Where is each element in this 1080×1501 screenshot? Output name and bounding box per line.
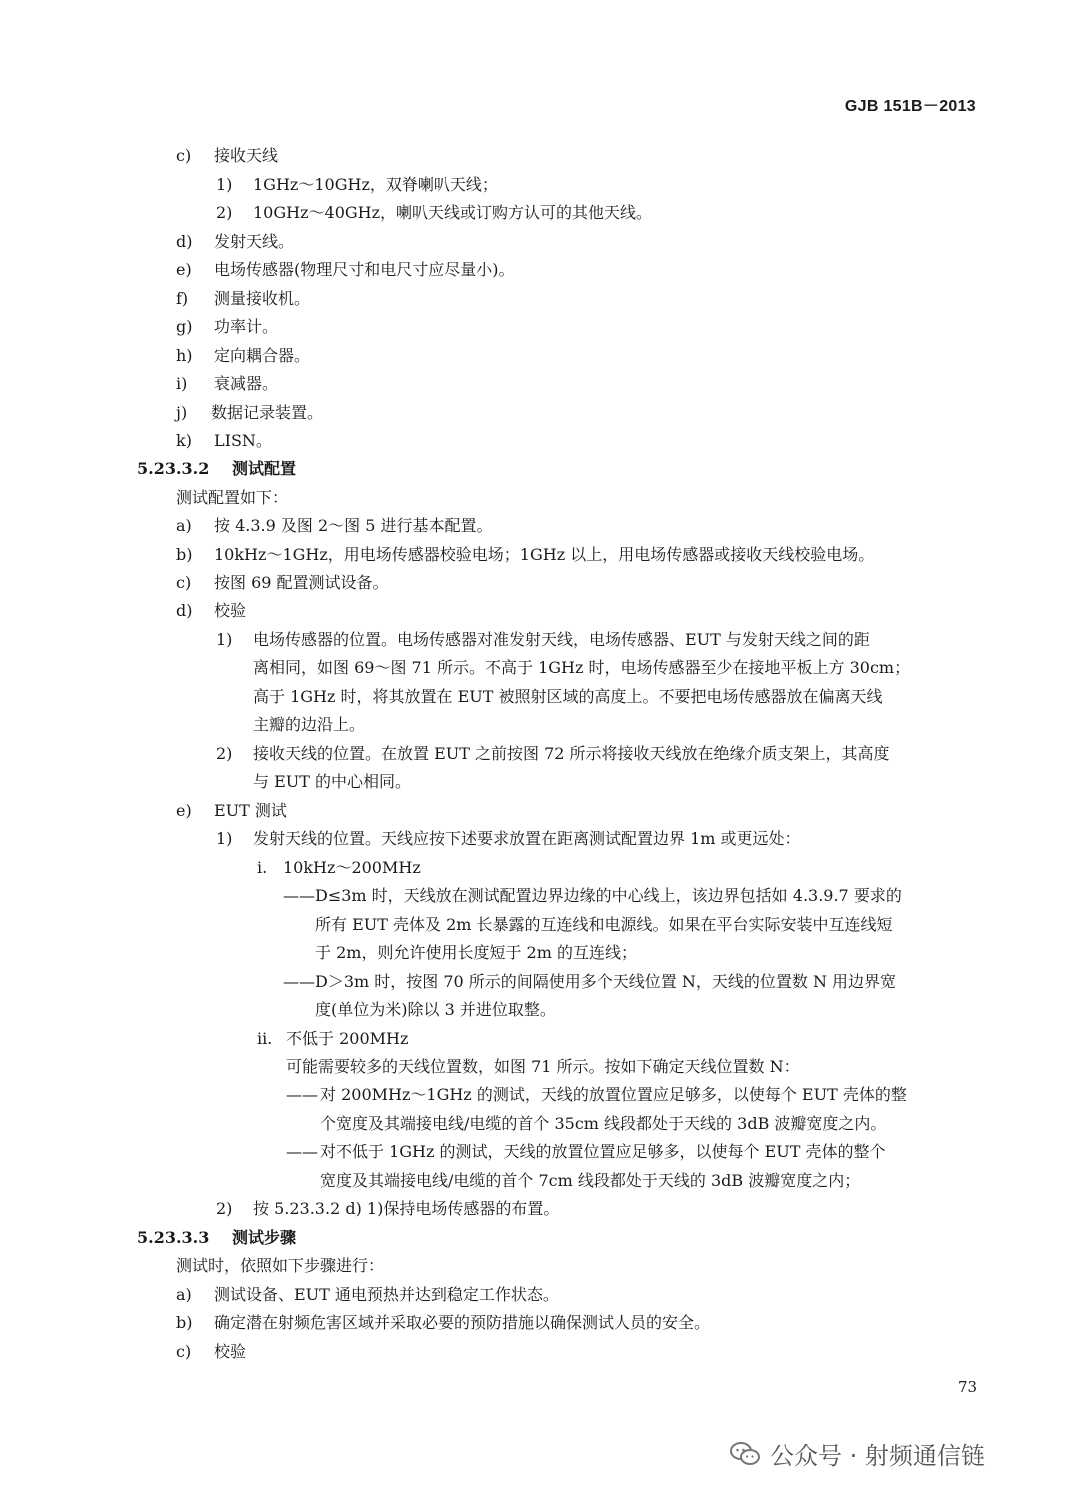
line-text: 发射天线。 (214, 232, 295, 251)
text-line (176, 232, 294, 252)
text-line (283, 972, 896, 992)
list-marker: h) (176, 346, 193, 365)
line-text: 对不低于 1GHz 的测试，天线的放置位置应足够多，以使每个 EUT 壳体的整个 (320, 1142, 886, 1161)
line-text: 测试步骤 (232, 1228, 297, 1247)
line-text: 测试设备、EUT 通电预热并达到稳定工作状态。 (214, 1285, 559, 1304)
line-text: 高于 1GHz 时，将其放置在 EUT 被照射区域的高度上。不要把电场传感器放在偏离天线 (253, 687, 883, 706)
list-marker: —— (286, 1142, 318, 1161)
list-marker: ii. (257, 1029, 273, 1048)
text-line (315, 1000, 556, 1020)
text-line (176, 1256, 384, 1276)
list-marker: b) (176, 1313, 193, 1332)
list-marker: b) (176, 545, 193, 564)
watermark-text: 公众号 · 射频通信链 (770, 1442, 985, 1470)
list-marker: d) (176, 232, 193, 251)
text-line (253, 658, 910, 678)
text-line (176, 317, 278, 337)
text-line (176, 573, 389, 593)
line-text: 测试时，依照如下步骤进行： (176, 1256, 385, 1275)
list-marker: 1) (216, 630, 233, 649)
text-line (216, 175, 498, 195)
text-line (253, 687, 883, 707)
text-line (176, 289, 310, 309)
line-text: 确定潜在射频危害区域并采取必要的预防措施以确保测试人员的安全。 (214, 1313, 711, 1332)
text-line (176, 488, 288, 508)
text-line (216, 1199, 559, 1219)
list-marker: —— (283, 972, 315, 991)
line-text: 功率计。 (214, 317, 279, 336)
line-text: 衰减器。 (214, 374, 279, 393)
line-text: 10kHz～200MHz (283, 858, 421, 877)
text-line (176, 146, 278, 166)
line-text: 于 2m，则允许使用长度短于 2m 的互连线； (315, 943, 637, 962)
text-line (176, 1342, 246, 1362)
list-marker: a) (176, 1285, 192, 1304)
line-text: 主瓣的边沿上。 (253, 715, 366, 734)
text-line (283, 886, 902, 906)
list-marker: c) (176, 573, 192, 592)
line-text: 发射天线的位置。天线应按下述要求放置在距离测试配置边界 1m 或更远处： (253, 829, 801, 848)
list-marker: 1) (216, 175, 233, 194)
text-line (286, 1057, 800, 1077)
list-marker: i) (176, 374, 188, 393)
text-line (176, 403, 323, 423)
list-marker: 2) (216, 744, 233, 763)
line-text: 测试配置如下： (176, 488, 289, 507)
line-text: 校验 (214, 601, 247, 620)
list-marker: e) (176, 260, 192, 279)
list-marker: 1) (216, 829, 233, 848)
line-text: 电场传感器的位置。电场传感器对准发射天线，电场传感器、EUT 与发射天线之间的距 (253, 630, 870, 649)
line-text: 接收天线的位置。在放置 EUT 之前按图 72 所示将接收天线放在绝缘介质支架上，其高度 (253, 744, 890, 763)
list-marker: d) (176, 601, 193, 620)
line-text: 10GHz～40GHz，喇叭天线或订购方认可的其他天线。 (253, 203, 653, 222)
line-text: 定向耦合器。 (214, 346, 311, 365)
text-line (176, 346, 310, 366)
text-line (176, 516, 493, 536)
list-marker: f) (176, 289, 189, 308)
text-line (257, 1029, 408, 1049)
list-marker: g) (176, 317, 193, 336)
line-text: 测试配置 (232, 459, 297, 478)
standard-code: GJB 151B－2013 (844, 98, 976, 115)
text-line (253, 772, 411, 792)
watermark (730, 1436, 985, 1471)
wechat-icon (730, 1441, 760, 1467)
text-line (176, 545, 874, 565)
line-text: 不低于 200MHz (286, 1029, 409, 1048)
text-line (257, 858, 421, 878)
text-line (176, 801, 287, 821)
list-marker: k) (176, 431, 192, 450)
text-line (176, 260, 515, 280)
line-text: 接收天线 (214, 146, 279, 165)
line-text: 可能需要较多的天线位置数，如图 71 所示。按如下确定天线位置数 N： (286, 1057, 800, 1076)
section-heading (137, 459, 296, 479)
text-line (286, 1085, 907, 1105)
line-text: 个宽度及其端接电线/电缆的首个 35cm 线段都处于天线的 3dB 波瓣宽度之内。 (320, 1114, 887, 1133)
line-text: D≤3m 时，天线放在测试配置边界边缘的中心线上，该边界包括如 4.3.9.7 要求的 (315, 886, 902, 905)
text-line (216, 829, 801, 849)
list-marker: 2) (216, 203, 233, 222)
text-line (176, 601, 246, 621)
list-marker: 2) (216, 1199, 233, 1218)
line-text: 度(单位为米)除以 3 并进位取整。 (315, 1000, 556, 1019)
line-text: 对 200MHz～1GHz 的测试，天线的放置位置应足够多，以使每个 EUT 壳体的整 (320, 1085, 907, 1104)
list-marker: i. (257, 858, 268, 877)
list-marker: c) (176, 1342, 192, 1361)
text-line (315, 943, 637, 963)
list-marker: c) (176, 146, 192, 165)
text-line (320, 1171, 860, 1191)
line-text: 按图 69 配置测试设备。 (214, 573, 389, 592)
line-text: 数据记录装置。 (211, 403, 324, 422)
list-marker: —— (283, 886, 315, 905)
line-text: 按 4.3.9 及图 2～图 5 进行基本配置。 (214, 516, 493, 535)
list-marker: —— (286, 1085, 318, 1104)
line-text: 1GHz～10GHz，双脊喇叭天线； (253, 175, 498, 194)
line-text: 测量接收机。 (214, 289, 311, 308)
line-text: 宽度及其端接电线/电缆的首个 7cm 线段都处于天线的 3dB 波瓣宽度之内； (320, 1171, 861, 1190)
line-text: D＞3m 时，按图 70 所示的间隔使用多个天线位置 N，天线的位置数 N 用边界宽 (315, 972, 897, 991)
text-line (216, 203, 652, 223)
text-line (253, 715, 365, 735)
line-text: 10kHz～1GHz，用电场传感器校验电场；1GHz 以上，用电场传感器或接收天线校验电场。 (214, 545, 875, 564)
line-text: 与 EUT 的中心相同。 (253, 772, 412, 791)
text-line (286, 1142, 886, 1162)
text-line (176, 1313, 710, 1333)
line-text: 所有 EUT 壳体及 2m 长暴露的互连线和电源线。如果在平台实际安装中互连线短 (315, 915, 893, 934)
line-text: 校验 (214, 1342, 247, 1361)
list-marker: e) (176, 801, 192, 820)
page-number: 73 (958, 1378, 978, 1396)
section-heading (137, 1228, 296, 1248)
text-line (320, 1114, 886, 1134)
line-text: EUT 测试 (214, 801, 287, 820)
list-marker: 5.23.3.3 (137, 1228, 210, 1247)
list-marker: j) (176, 403, 188, 422)
line-text: 离相同，如图 69～图 71 所示。不高于 1GHz 时，电场传感器至少在接地平板上方 30cm； (253, 658, 911, 677)
line-text: 电场传感器(物理尺寸和电尺寸应尽量小)。 (214, 260, 515, 279)
text-line (176, 374, 278, 394)
text-line (216, 744, 890, 764)
text-line (216, 630, 870, 650)
list-marker: a) (176, 516, 192, 535)
list-marker: 5.23.3.2 (137, 459, 210, 478)
text-line (176, 1285, 559, 1305)
text-line (315, 915, 893, 935)
line-text: 按 5.23.3.2 d) 1)保持电场传感器的布置。 (253, 1199, 560, 1218)
text-line (176, 431, 272, 451)
line-text: LISN。 (214, 431, 272, 450)
